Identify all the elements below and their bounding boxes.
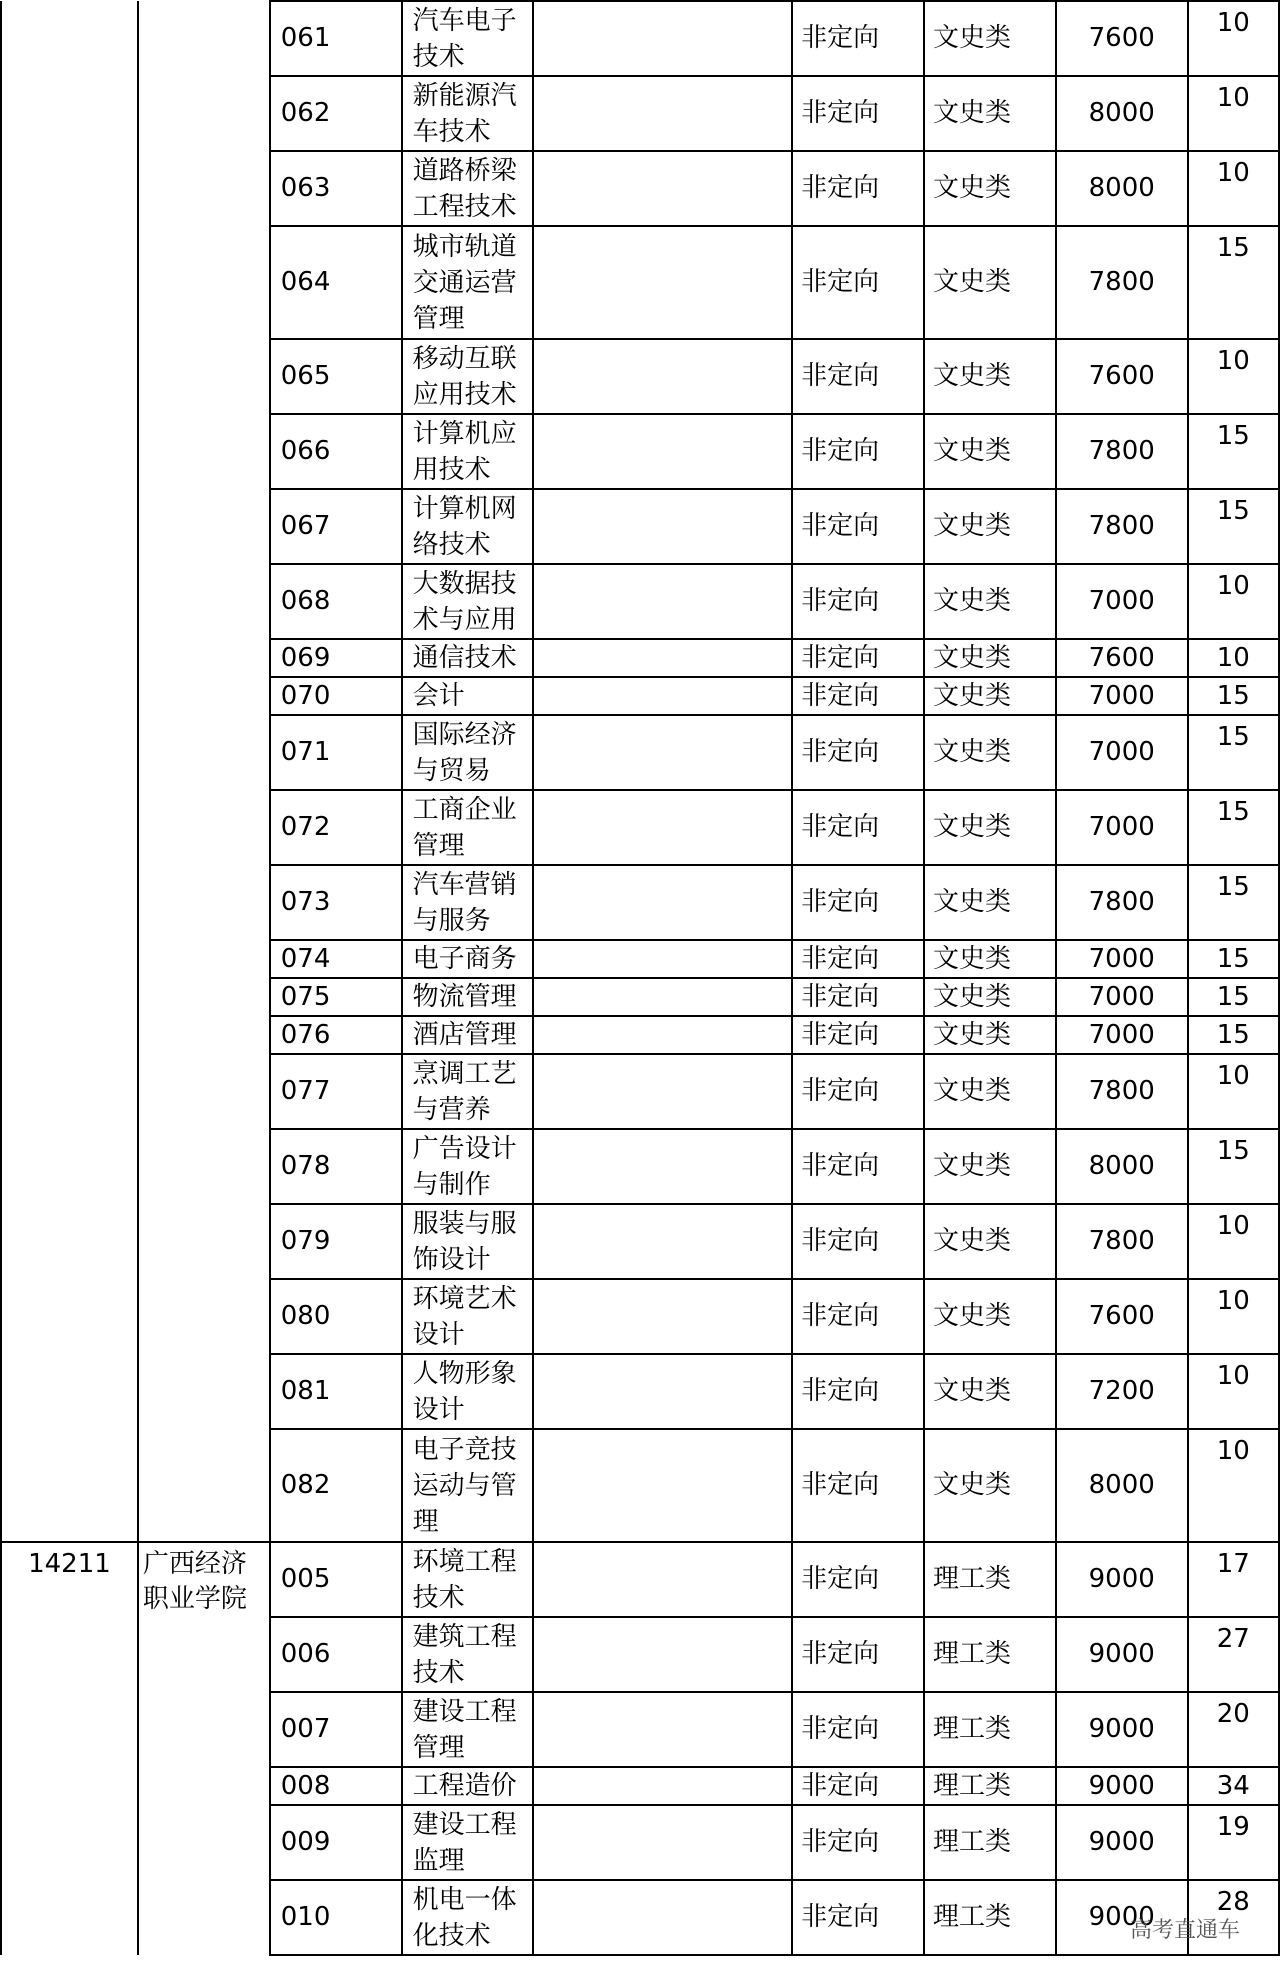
quota: 17 xyxy=(1188,1542,1279,1617)
quota: 15 xyxy=(1188,1016,1279,1054)
school-name xyxy=(138,226,270,339)
quota: 34 xyxy=(1188,1767,1279,1805)
school-name: 广西经济职业学院 xyxy=(138,1542,270,1617)
school-code xyxy=(1,1617,138,1692)
school-code xyxy=(1,339,138,414)
quota: 15 xyxy=(1188,414,1279,489)
major-name: 汽车营销与服务 xyxy=(402,865,534,940)
school-name xyxy=(138,1767,270,1805)
blank-cell xyxy=(533,790,792,865)
major-name: 电子商务 xyxy=(402,940,534,978)
tuition-fee: 9000 xyxy=(1056,1880,1188,1955)
table-row xyxy=(1,564,1279,639)
direction: 非定向 xyxy=(792,564,924,639)
category: 文史类 xyxy=(924,226,1056,339)
table-row xyxy=(1,1279,1279,1354)
tuition-fee: 7600 xyxy=(1056,1,1188,76)
category: 文史类 xyxy=(924,76,1056,151)
quota: 10 xyxy=(1188,564,1279,639)
table-row xyxy=(1,1880,1279,1955)
table-row xyxy=(1,1767,1279,1805)
school-code xyxy=(1,1805,138,1880)
major-name: 电子竞技运动与管理 xyxy=(402,1429,534,1542)
major-name: 会计 xyxy=(402,677,534,715)
direction: 非定向 xyxy=(792,978,924,1016)
table-body xyxy=(1,1,1279,1955)
school-code xyxy=(1,414,138,489)
major-code: 071 xyxy=(270,715,402,790)
major-name: 国际经济与贸易 xyxy=(402,715,534,790)
tuition-fee: 7600 xyxy=(1056,1279,1188,1354)
major-name: 大数据技术与应用 xyxy=(402,564,534,639)
major-code: 078 xyxy=(270,1129,402,1204)
blank-cell xyxy=(533,639,792,677)
blank-cell xyxy=(533,1692,792,1767)
major-name: 城市轨道交通运营管理 xyxy=(402,226,534,339)
category: 文史类 xyxy=(924,865,1056,940)
school-name xyxy=(138,76,270,151)
category: 文史类 xyxy=(924,1204,1056,1279)
direction: 非定向 xyxy=(792,1617,924,1692)
major-code: 073 xyxy=(270,865,402,940)
school-name xyxy=(138,1692,270,1767)
major-code: 010 xyxy=(270,1880,402,1955)
major-code: 009 xyxy=(270,1805,402,1880)
major-code: 081 xyxy=(270,1354,402,1429)
school-code: 14211 xyxy=(1,1542,138,1617)
category: 文史类 xyxy=(924,715,1056,790)
major-name: 汽车电子技术 xyxy=(402,1,534,76)
table-row xyxy=(1,1204,1279,1279)
category: 理工类 xyxy=(924,1542,1056,1617)
school-name xyxy=(138,1016,270,1054)
blank-cell xyxy=(533,1,792,76)
tuition-fee: 8000 xyxy=(1056,151,1188,226)
direction: 非定向 xyxy=(792,151,924,226)
blank-cell xyxy=(533,1617,792,1692)
major-name: 工商企业管理 xyxy=(402,790,534,865)
major-name: 新能源汽车技术 xyxy=(402,76,534,151)
table-row xyxy=(1,1354,1279,1429)
direction: 非定向 xyxy=(792,790,924,865)
school-name xyxy=(138,489,270,564)
tuition-fee: 8000 xyxy=(1056,1129,1188,1204)
school-name xyxy=(138,1054,270,1129)
category: 文史类 xyxy=(924,1429,1056,1542)
blank-cell xyxy=(533,1880,792,1955)
major-code: 077 xyxy=(270,1054,402,1129)
quota: 10 xyxy=(1188,76,1279,151)
school-name xyxy=(138,1805,270,1880)
school-name xyxy=(138,1204,270,1279)
major-code: 065 xyxy=(270,339,402,414)
direction: 非定向 xyxy=(792,1,924,76)
table-row xyxy=(1,865,1279,940)
direction: 非定向 xyxy=(792,1542,924,1617)
major-name: 机电一体化技术 xyxy=(402,1880,534,1955)
tuition-fee: 7800 xyxy=(1056,489,1188,564)
table-row xyxy=(1,1805,1279,1880)
category: 文史类 xyxy=(924,940,1056,978)
blank-cell xyxy=(533,339,792,414)
category: 理工类 xyxy=(924,1692,1056,1767)
major-code: 075 xyxy=(270,978,402,1016)
category: 文史类 xyxy=(924,489,1056,564)
table-row xyxy=(1,1,1279,76)
category: 文史类 xyxy=(924,639,1056,677)
major-code: 070 xyxy=(270,677,402,715)
direction: 非定向 xyxy=(792,1429,924,1542)
major-code: 064 xyxy=(270,226,402,339)
blank-cell xyxy=(533,489,792,564)
category: 文史类 xyxy=(924,677,1056,715)
direction: 非定向 xyxy=(792,1054,924,1129)
table-row xyxy=(1,940,1279,978)
table-row xyxy=(1,1692,1279,1767)
major-code: 068 xyxy=(270,564,402,639)
school-code xyxy=(1,940,138,978)
table-row xyxy=(1,1542,1279,1617)
table-row xyxy=(1,151,1279,226)
tuition-fee: 8000 xyxy=(1056,76,1188,151)
watermark: 高考直通车 xyxy=(1129,1918,1240,1943)
category: 文史类 xyxy=(924,1354,1056,1429)
tuition-fee: 9000 xyxy=(1056,1767,1188,1805)
tuition-fee: 7000 xyxy=(1056,715,1188,790)
tuition-fee: 7800 xyxy=(1056,1054,1188,1129)
direction: 非定向 xyxy=(792,1880,924,1955)
school-code xyxy=(1,1129,138,1204)
school-name xyxy=(138,1129,270,1204)
major-name: 道路桥梁工程技术 xyxy=(402,151,534,226)
tuition-fee: 7800 xyxy=(1056,226,1188,339)
blank-cell xyxy=(533,226,792,339)
table-row xyxy=(1,639,1279,677)
table-row xyxy=(1,1016,1279,1054)
table-row xyxy=(1,414,1279,489)
quota: 10 xyxy=(1188,639,1279,677)
quota: 15 xyxy=(1188,1129,1279,1204)
quota: 19 xyxy=(1188,1805,1279,1880)
major-name: 烹调工艺与营养 xyxy=(402,1054,534,1129)
school-code xyxy=(1,489,138,564)
major-code: 062 xyxy=(270,76,402,151)
direction: 非定向 xyxy=(792,489,924,564)
quota: 20 xyxy=(1188,1692,1279,1767)
category: 文史类 xyxy=(924,414,1056,489)
blank-cell xyxy=(533,1129,792,1204)
blank-cell xyxy=(533,940,792,978)
direction: 非定向 xyxy=(792,940,924,978)
table-row xyxy=(1,715,1279,790)
blank-cell xyxy=(533,715,792,790)
school-code xyxy=(1,677,138,715)
school-code xyxy=(1,1,138,76)
tuition-fee: 7800 xyxy=(1056,1204,1188,1279)
category: 文史类 xyxy=(924,1129,1056,1204)
table-row xyxy=(1,1054,1279,1129)
category: 文史类 xyxy=(924,1,1056,76)
school-name xyxy=(138,339,270,414)
category: 文史类 xyxy=(924,978,1056,1016)
school-name xyxy=(138,414,270,489)
major-code: 008 xyxy=(270,1767,402,1805)
school-code xyxy=(1,715,138,790)
blank-cell xyxy=(533,1429,792,1542)
direction: 非定向 xyxy=(792,1767,924,1805)
category: 文史类 xyxy=(924,151,1056,226)
tuition-fee: 9000 xyxy=(1056,1692,1188,1767)
category: 文史类 xyxy=(924,790,1056,865)
category: 理工类 xyxy=(924,1880,1056,1955)
school-code xyxy=(1,1429,138,1542)
school-code xyxy=(1,978,138,1016)
tuition-fee: 7600 xyxy=(1056,639,1188,677)
school-code xyxy=(1,564,138,639)
blank-cell xyxy=(533,1054,792,1129)
school-name xyxy=(138,639,270,677)
major-code: 072 xyxy=(270,790,402,865)
school-code xyxy=(1,1767,138,1805)
major-name: 建设工程监理 xyxy=(402,1805,534,1880)
school-code xyxy=(1,790,138,865)
direction: 非定向 xyxy=(792,1805,924,1880)
direction: 非定向 xyxy=(792,1692,924,1767)
blank-cell xyxy=(533,1767,792,1805)
direction: 非定向 xyxy=(792,677,924,715)
blank-cell xyxy=(533,564,792,639)
table-row xyxy=(1,339,1279,414)
blank-cell xyxy=(533,414,792,489)
major-code: 067 xyxy=(270,489,402,564)
quota: 10 xyxy=(1188,1354,1279,1429)
table-row xyxy=(1,978,1279,1016)
major-name: 环境艺术设计 xyxy=(402,1279,534,1354)
major-code: 080 xyxy=(270,1279,402,1354)
major-code: 007 xyxy=(270,1692,402,1767)
major-code: 005 xyxy=(270,1542,402,1617)
school-name xyxy=(138,564,270,639)
major-code: 063 xyxy=(270,151,402,226)
tuition-fee: 7000 xyxy=(1056,1016,1188,1054)
quota: 15 xyxy=(1188,226,1279,339)
quota: 10 xyxy=(1188,1204,1279,1279)
table-row xyxy=(1,76,1279,151)
major-name: 环境工程技术 xyxy=(402,1542,534,1617)
major-name: 通信技术 xyxy=(402,639,534,677)
major-code: 006 xyxy=(270,1617,402,1692)
major-name: 计算机网络技术 xyxy=(402,489,534,564)
school-code xyxy=(1,639,138,677)
direction: 非定向 xyxy=(792,715,924,790)
major-code: 066 xyxy=(270,414,402,489)
school-code xyxy=(1,1692,138,1767)
school-name xyxy=(138,151,270,226)
tuition-fee: 7000 xyxy=(1056,978,1188,1016)
category: 文史类 xyxy=(924,1016,1056,1054)
major-code: 076 xyxy=(270,1016,402,1054)
quota: 10 xyxy=(1188,1429,1279,1542)
school-code xyxy=(1,1204,138,1279)
school-name xyxy=(138,1,270,76)
school-name xyxy=(138,1354,270,1429)
table-row xyxy=(1,1129,1279,1204)
school-name xyxy=(138,677,270,715)
school-code xyxy=(1,151,138,226)
quota: 28 xyxy=(1188,1880,1279,1955)
direction: 非定向 xyxy=(792,414,924,489)
table-row xyxy=(1,226,1279,339)
school-code xyxy=(1,1054,138,1129)
school-name xyxy=(138,940,270,978)
major-name: 人物形象设计 xyxy=(402,1354,534,1429)
direction: 非定向 xyxy=(792,1279,924,1354)
category: 理工类 xyxy=(924,1617,1056,1692)
major-name: 移动互联应用技术 xyxy=(402,339,534,414)
category: 理工类 xyxy=(924,1805,1056,1880)
category: 文史类 xyxy=(924,1054,1056,1129)
major-name: 建设工程管理 xyxy=(402,1692,534,1767)
category: 文史类 xyxy=(924,564,1056,639)
blank-cell xyxy=(533,151,792,226)
school-name xyxy=(138,865,270,940)
major-code: 074 xyxy=(270,940,402,978)
major-name: 酒店管理 xyxy=(402,1016,534,1054)
quota: 27 xyxy=(1188,1617,1279,1692)
quota: 15 xyxy=(1188,940,1279,978)
blank-cell xyxy=(533,1016,792,1054)
blank-cell xyxy=(533,978,792,1016)
blank-cell xyxy=(533,1279,792,1354)
school-name xyxy=(138,790,270,865)
quota: 10 xyxy=(1188,1,1279,76)
major-name: 广告设计与制作 xyxy=(402,1129,534,1204)
school-name xyxy=(138,1880,270,1955)
tuition-fee: 9000 xyxy=(1056,1542,1188,1617)
direction: 非定向 xyxy=(792,1204,924,1279)
quota: 15 xyxy=(1188,677,1279,715)
school-name xyxy=(138,1279,270,1354)
school-code xyxy=(1,1880,138,1955)
quota: 10 xyxy=(1188,151,1279,226)
blank-cell xyxy=(533,677,792,715)
quota: 15 xyxy=(1188,715,1279,790)
major-name: 物流管理 xyxy=(402,978,534,1016)
blank-cell xyxy=(533,1542,792,1617)
quota: 15 xyxy=(1188,489,1279,564)
tuition-fee: 7800 xyxy=(1056,865,1188,940)
table-row xyxy=(1,489,1279,564)
blank-cell xyxy=(533,865,792,940)
school-code xyxy=(1,1016,138,1054)
tuition-fee: 9000 xyxy=(1056,1617,1188,1692)
tuition-fee: 7000 xyxy=(1056,564,1188,639)
major-name: 工程造价 xyxy=(402,1767,534,1805)
table-row xyxy=(1,790,1279,865)
tuition-fee: 7000 xyxy=(1056,790,1188,865)
direction: 非定向 xyxy=(792,1354,924,1429)
tuition-fee: 7800 xyxy=(1056,414,1188,489)
tuition-fee: 9000 xyxy=(1056,1805,1188,1880)
school-code xyxy=(1,226,138,339)
major-code: 069 xyxy=(270,639,402,677)
quota: 10 xyxy=(1188,1279,1279,1354)
school-code xyxy=(1,1279,138,1354)
school-name xyxy=(138,978,270,1016)
major-code: 082 xyxy=(270,1429,402,1542)
table-row xyxy=(1,1429,1279,1542)
direction: 非定向 xyxy=(792,639,924,677)
school-code xyxy=(1,76,138,151)
quota: 15 xyxy=(1188,865,1279,940)
school-name xyxy=(138,1617,270,1692)
blank-cell xyxy=(533,1805,792,1880)
category: 文史类 xyxy=(924,1279,1056,1354)
blank-cell xyxy=(533,1204,792,1279)
quota: 10 xyxy=(1188,339,1279,414)
tuition-fee: 7000 xyxy=(1056,677,1188,715)
table-row xyxy=(1,1617,1279,1692)
major-name: 服装与服饰设计 xyxy=(402,1204,534,1279)
direction: 非定向 xyxy=(792,339,924,414)
direction: 非定向 xyxy=(792,865,924,940)
blank-cell xyxy=(533,76,792,151)
table-row xyxy=(1,677,1279,715)
quota: 15 xyxy=(1188,790,1279,865)
quota: 15 xyxy=(1188,978,1279,1016)
major-code: 061 xyxy=(270,1,402,76)
direction: 非定向 xyxy=(792,1129,924,1204)
tuition-fee: 7600 xyxy=(1056,339,1188,414)
major-code: 079 xyxy=(270,1204,402,1279)
tuition-fee: 7200 xyxy=(1056,1354,1188,1429)
direction: 非定向 xyxy=(792,1016,924,1054)
blank-cell xyxy=(533,1354,792,1429)
school-code xyxy=(1,865,138,940)
direction: 非定向 xyxy=(792,226,924,339)
tuition-fee: 7000 xyxy=(1056,940,1188,978)
category: 理工类 xyxy=(924,1767,1056,1805)
school-code xyxy=(1,1354,138,1429)
direction: 非定向 xyxy=(792,76,924,151)
major-name: 计算机应用技术 xyxy=(402,414,534,489)
school-name xyxy=(138,1429,270,1542)
category: 文史类 xyxy=(924,339,1056,414)
quota: 10 xyxy=(1188,1054,1279,1129)
school-name xyxy=(138,715,270,790)
major-name: 建筑工程技术 xyxy=(402,1617,534,1692)
tuition-fee: 8000 xyxy=(1056,1429,1188,1542)
